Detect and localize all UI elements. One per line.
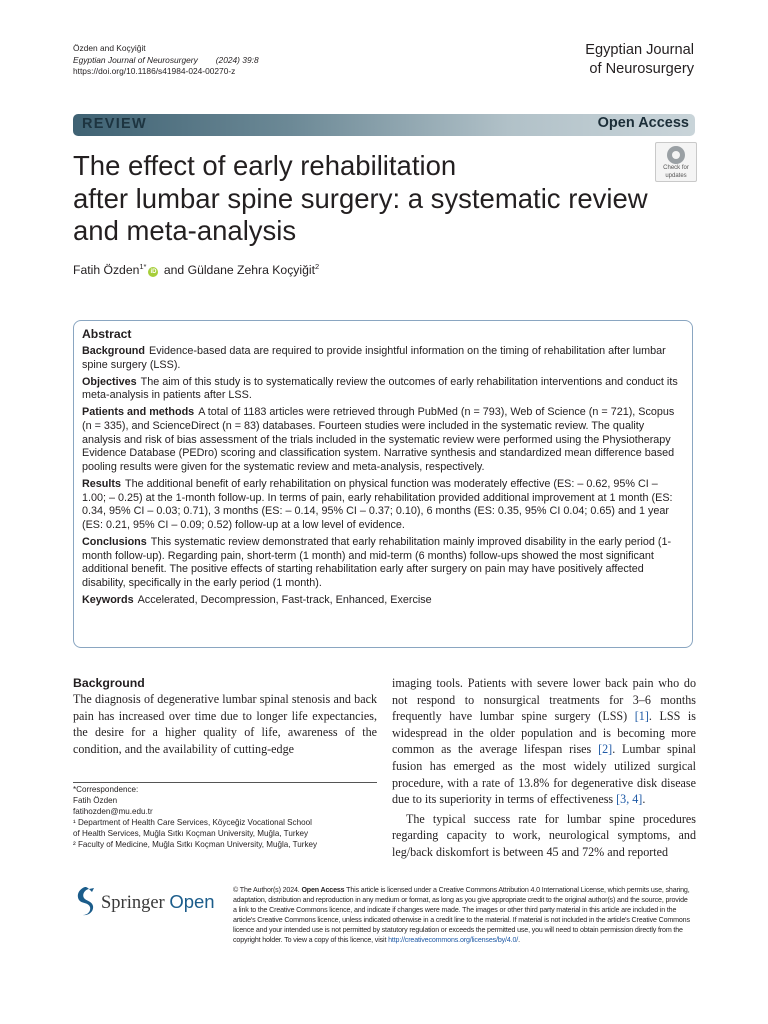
- open-wordmark: Open: [169, 891, 215, 912]
- affiliation-2: ² Faculty of Medicine, Muğla Sıtkı Koçman University, Muğla, Turkey: [73, 839, 318, 849]
- journal-title-line1: Egyptian Journal: [585, 42, 694, 58]
- journal-title-line2: of Neurosurgery: [589, 61, 694, 77]
- abstract-heading: Abstract: [82, 327, 132, 341]
- springer-horse-icon: [73, 885, 97, 917]
- open-access-label: Open Access: [597, 115, 689, 131]
- crossmark-label-1: Check for: [663, 165, 689, 171]
- body-paragraph: The typical success rate for lumbar spine procedures regarding capacity to work, neurological symptoms, and leg/back diskomfort is between 45 and 72% and reported: [392, 811, 696, 859]
- abstract-section-text: Evidence-based data are required to provide insightful information on the timing of rehabilitation after lumbar spine surgery (LSS).: [82, 345, 666, 371]
- abstract-box: [73, 320, 693, 648]
- correspondence-name: Fatih Özden: [73, 795, 118, 805]
- abstract-objectives: [82, 376, 684, 404]
- abstract-section-text: This systematic review demonstrated that early rehabilitation mainly improved disability in the early period (1-month follow-up). Regarding pain, short-term (1 month) and mid-term (6 months) follow-ups showed the most significant additional benefit. The positive effects of starting rehabilitation early after surgery on pain may have positively affected disability, specifically in the early period (1 month).: [82, 535, 672, 589]
- citation-line: [73, 55, 259, 67]
- abstract-methods: [82, 406, 684, 475]
- title-line-1: The effect of early rehabilitation: [73, 150, 457, 181]
- abstract-section-label: Patients and methods: [82, 406, 195, 418]
- license-link[interactable]: http://creativecommons.org/licenses/by/4.0/: [388, 935, 519, 944]
- title-line-3: and meta-analysis: [73, 215, 297, 246]
- author-name[interactable]: Fatih Özden: [73, 263, 140, 278]
- body-right-column: [392, 675, 696, 861]
- article-type-label: REVIEW: [82, 116, 147, 132]
- body-paragraph: [392, 675, 696, 808]
- affiliation-1-line1: ¹ Department of Health Care Services, Köyceğiz Vocational School: [73, 817, 312, 827]
- license-text: © The Author(s) 2024.: [233, 886, 302, 894]
- footnotes: [73, 785, 317, 850]
- check-for-updates-badge[interactable]: [655, 142, 697, 182]
- author-conjunction: and: [160, 263, 188, 278]
- abstract-section-text: A total of 1183 articles were retrieved through PubMed (n = 793), Web of Science (n = 721), Scopus (n = 335), and ScienceDirect (n = 83) databases. Fourteen studies were included in the systematic review. The quality analysis and risk of bias assessment of the trials included in the systematic review were performed using the Physiotherapy Evidence Database (PEDro) scoring and classification system. Narrative synthesis and standardized mean difference based pooling results were given for the systematic review and meta-analysis, respectively.: [82, 406, 675, 473]
- abstract-results: [82, 478, 684, 533]
- journal-name-italic: Egyptian Journal of Neurosurgery: [73, 54, 198, 65]
- body-text: .: [642, 792, 646, 807]
- abstract-background: [82, 345, 684, 373]
- body-text: imaging tools. Patients with severe lower back pain who do not respond to nonsurgical treatments for 3–6 months frequently have lumbar spine surgery (LSS): [392, 676, 696, 724]
- license-text: This article is licensed under a Creative Commons Attribution 4.0 International License, which permits use, sharing, adaptation, distribution and reproduction in any medium or format, as long as you give appropriate credit to the original author(s) and the source, provide a link to the Creative Commons licence, and indicate if changes were made. The images or other third party material in this article are included in the article's Creative Commons licence, unless indicated otherwise in a credit line to the material. If material is not included in the article's Creative Commons licence and your intended use is not permitted by statutory regulation or exceeds the permitted use, you will need to obtain permission directly from the copyright holder. To view a copy of this licence, visit: [233, 886, 690, 944]
- author-affiliation-marker: 2: [314, 262, 320, 271]
- crossmark-icon: [667, 146, 685, 164]
- abstract-keywords: [82, 594, 684, 608]
- author-name[interactable]: Güldane Zehra Koçyiğit: [187, 263, 315, 278]
- abstract-section-label: Keywords: [82, 593, 134, 606]
- citation-block: [73, 43, 259, 78]
- author-list: [73, 262, 319, 277]
- doi-link[interactable]: https://doi.org/10.1186/s41984-024-00270-z: [73, 66, 236, 76]
- article-title: [73, 150, 673, 248]
- orcid-icon[interactable]: iD: [150, 269, 157, 276]
- body-paragraph: The diagnosis of degenerative lumbar spinal stenosis and back pain has increased over time due to longer life expectancies, the desire for a higher quality of life, awareness of the condition, and the availability of cutting-edge: [73, 692, 377, 756]
- correspondence-label: *Correspondence:: [73, 785, 139, 794]
- correspondence-email[interactable]: fatihozden@mu.edu.tr: [73, 806, 153, 816]
- license-notice: [233, 886, 693, 946]
- abstract-section-label: Results: [82, 477, 122, 490]
- abstract-section-text: The additional benefit of early rehabilitation on physical function was moderately effective (ES: – 0.62, 95% CI – 1.00; – 0.25) at the 1-month follow-up. In terms of pain, early rehabilitation provided additional improvement at 1 month (ES: 0.34, 95% CI – 0.03; 0.71), 3 months (ES: – 0.14, 95% CI – 0.37; 0.10), 6 months (ES: 0.35, 95% CI 0.04; 0.65) and 1 year (ES: 0.21, 95% CI – 0.09; 0.52) follow-up at a low level of evidence.: [82, 477, 673, 531]
- author-affiliation-marker: 1*: [139, 262, 147, 271]
- abstract-section-text: Accelerated, Decompression, Fast-track, Enhanced, Exercise: [137, 593, 432, 606]
- title-line-2: after lumbar spine surgery: a systematic review: [73, 182, 648, 214]
- section-heading: Background: [73, 676, 145, 690]
- license-text: .: [518, 935, 520, 944]
- abstract-conclusions: [82, 536, 684, 591]
- abstract-section-label: Background: [82, 345, 145, 357]
- year-volume: (2024) 39:8: [215, 54, 259, 65]
- body-text: . Lumbar spinal fusion has emerged as the most widely utilized surgical procedure, with a rate of 13.8% for degenerative disk disease due to its superiority in terms of effectiveness: [392, 742, 696, 807]
- citation-link[interactable]: [2]: [598, 742, 613, 757]
- body-text: . LSS is widespread in the older population and is becoming more common as the average lifespan rises: [392, 709, 696, 757]
- journal-title: [585, 41, 694, 79]
- article-type-band: [73, 114, 695, 136]
- body-left-column: [73, 675, 377, 757]
- crossmark-label-2: updates: [665, 172, 687, 179]
- citation-link[interactable]: [1]: [634, 709, 649, 724]
- authors-short: Özden and Koçyiğit: [73, 43, 146, 53]
- footnote-divider: [73, 782, 377, 783]
- license-open-access: Open Access: [301, 886, 345, 894]
- affiliation-1-line2: of Health Services, Muğla Sıtkı Koçman University, Muğla, Turkey: [73, 828, 309, 838]
- citation-link[interactable]: [3, 4]: [616, 792, 643, 807]
- abstract-section-text: The aim of this study is to systematically review the outcomes of early rehabilitation interventions and conduct its meta-analysis in patients after LSS.: [82, 375, 678, 402]
- springer-open-wordmark: [101, 891, 215, 914]
- springer-wordmark: Springer: [101, 893, 165, 913]
- abstract-section-label: Objectives: [82, 375, 137, 388]
- abstract-section-label: Conclusions: [82, 535, 147, 548]
